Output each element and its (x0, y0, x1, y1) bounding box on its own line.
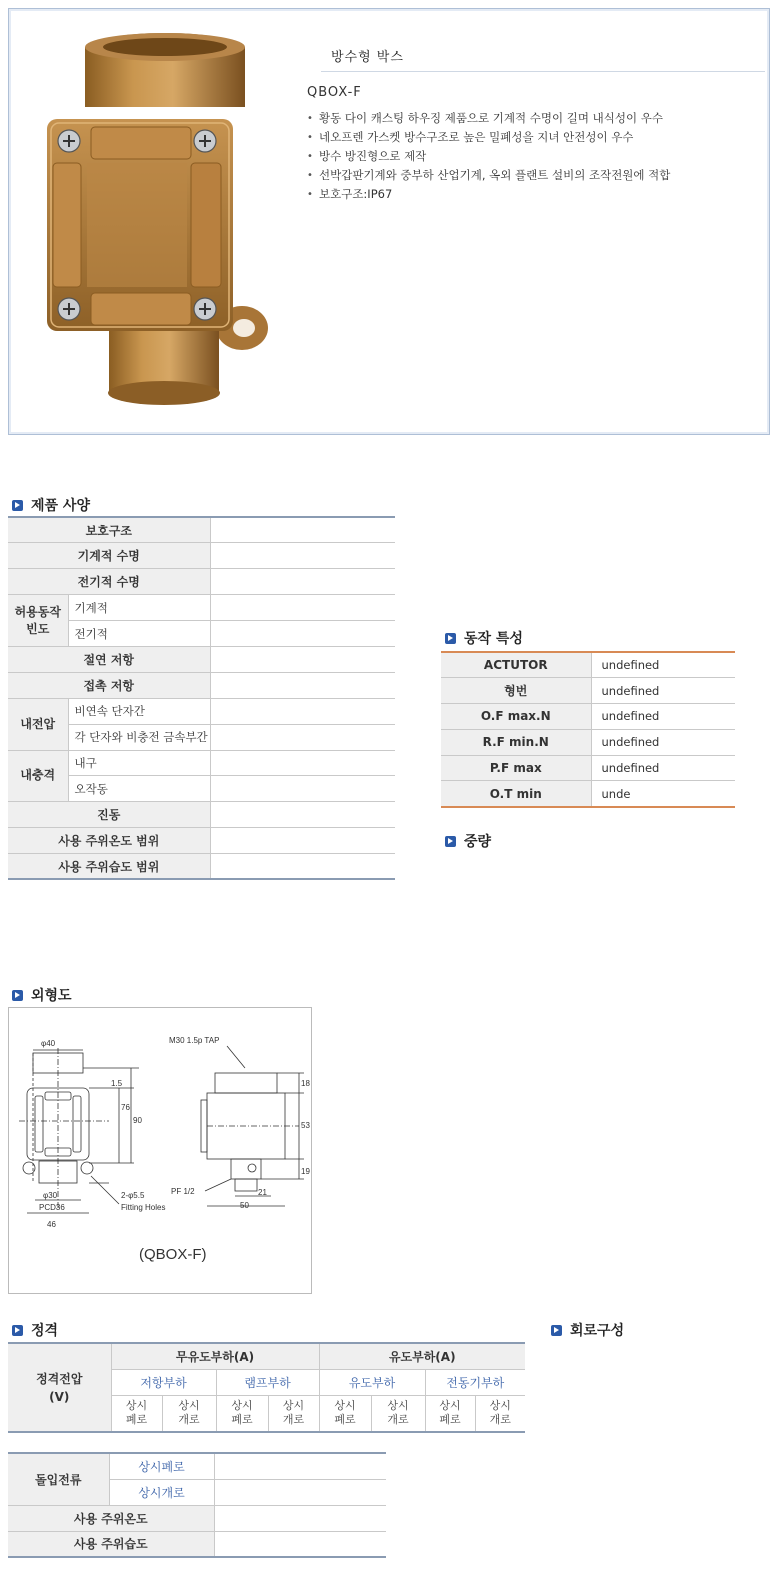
spec-table (8, 516, 395, 880)
table-row (441, 704, 735, 730)
spec-group-label: 내전압 (8, 698, 68, 750)
op-value: undefined (591, 755, 735, 781)
spec-heading (12, 495, 90, 515)
spec-group-label: 허용동작 빈도 (8, 595, 68, 647)
rating-heading-label: 정격 (31, 1323, 59, 1339)
op-label: O.T min (441, 781, 591, 807)
spec-label: 진동 (8, 802, 210, 828)
rating-group-header: 무유도부하(A) (111, 1343, 319, 1369)
dim-label: 2-φ5.5 (121, 1191, 145, 1200)
dim-label: 76 (121, 1103, 130, 1112)
dim-label: PCD36 (39, 1203, 65, 1212)
spec-sublabel: 오작동 (68, 776, 210, 802)
dim-label: M30 1.5p TAP (169, 1036, 220, 1045)
spec-sublabel: 기계적 (68, 595, 210, 621)
rating-heading (12, 1320, 58, 1340)
inrush-value (214, 1531, 386, 1557)
op-label: 형번 (441, 678, 591, 704)
dim-label: 90 (133, 1116, 142, 1125)
rating-voltage-header: 정격전압 (V) (8, 1343, 111, 1432)
spec-sublabel: 비연속 단자간 (68, 698, 210, 724)
dim-label: 46 (47, 1220, 56, 1229)
op-value: undefined (591, 652, 735, 678)
circuit-heading-label: 회로구성 (570, 1323, 625, 1339)
feature-item: • 네오프렌 가스켓 방수구조로 높은 밀폐성을 지녀 안전성이 우수 (307, 128, 670, 147)
spec-value (210, 569, 395, 595)
rating-contact-header: 상시 개로 (268, 1395, 319, 1432)
spec-label: 전기적 수명 (8, 569, 210, 595)
feature-item: • 방수 방진형으로 제작 (307, 147, 670, 166)
spec-label: 보호구조 (8, 517, 210, 543)
rating-contact-header: 상시 개로 (162, 1395, 216, 1432)
inrush-sublabel: 상시폐로 (109, 1453, 214, 1479)
inrush-value (214, 1505, 386, 1531)
spec-value (210, 724, 395, 750)
spec-value (210, 854, 395, 880)
rating-contact-header: 상시 개로 (371, 1395, 425, 1432)
rating-contact-header: 상시 폐로 (319, 1395, 371, 1432)
spec-label: 기계적 수명 (8, 543, 210, 569)
inrush-table (8, 1452, 386, 1558)
weight-heading (445, 831, 491, 851)
feature-list (307, 109, 670, 204)
spec-value (210, 517, 395, 543)
drawing-caption: (QBOX-F) (139, 1246, 207, 1263)
spec-value (210, 621, 395, 647)
circuit-heading (551, 1320, 624, 1340)
table-row (8, 646, 395, 672)
op-value: undefined (591, 729, 735, 755)
table-row (8, 802, 395, 828)
dim-label: φ40 (41, 1039, 56, 1048)
rating-contact-header: 상시 폐로 (425, 1395, 475, 1432)
op-value: unde (591, 781, 735, 807)
spec-heading-label: 제품 사양 (31, 498, 90, 514)
op-value: undefined (591, 678, 735, 704)
table-row (441, 652, 735, 678)
rating-sub-header: 램프부하 (216, 1369, 319, 1395)
rating-table (8, 1342, 525, 1433)
rating-sub-header: 유도부하 (319, 1369, 425, 1395)
weight-heading-label: 중량 (464, 834, 492, 850)
table-row (8, 517, 395, 543)
table-row (8, 1453, 386, 1479)
spec-value (210, 776, 395, 802)
rating-contact-header: 상시 폐로 (216, 1395, 268, 1432)
table-row (441, 755, 735, 781)
spec-value (210, 672, 395, 698)
table-row (441, 678, 735, 704)
bullet-arrow-icon (12, 990, 23, 1001)
dim-label: PF 1/2 (171, 1187, 195, 1196)
inrush-sublabel: 상시개로 (109, 1479, 214, 1505)
dim-label: φ30 (43, 1191, 58, 1200)
model-name: QBOX-F (307, 85, 362, 100)
table-row (8, 543, 395, 569)
spec-sublabel: 전기적 (68, 621, 210, 647)
outline-heading (12, 985, 72, 1005)
outline-drawing (8, 1007, 312, 1294)
table-row (8, 750, 395, 776)
bullet-arrow-icon (445, 836, 456, 847)
feature-item: • 선박갑판기계와 중부하 산업기계, 옥외 플랜트 설비의 조작전원에 적합 (307, 166, 670, 185)
table-row (8, 698, 395, 724)
op-label: P.F max (441, 755, 591, 781)
rating-contact-header: 상시 개로 (475, 1395, 525, 1432)
dim-label: Fitting Holes (121, 1203, 166, 1212)
outline-heading-label: 외형도 (31, 988, 72, 1004)
inrush-value (214, 1479, 386, 1505)
spec-value (210, 595, 395, 621)
spec-value (210, 646, 395, 672)
dim-label: 21 (258, 1188, 267, 1197)
bullet-arrow-icon (445, 633, 456, 644)
bullet-arrow-icon (12, 500, 23, 511)
side-view (91, 1046, 304, 1206)
table-row (8, 569, 395, 595)
table-row (8, 828, 395, 854)
dim-label: 53 (301, 1121, 310, 1130)
product-title: 방수형 박스 (331, 50, 404, 65)
spec-value (210, 750, 395, 776)
spec-group-label: 내충격 (8, 750, 68, 802)
table-row (441, 729, 735, 755)
spec-label: 절연 저항 (8, 646, 210, 672)
spec-label: 사용 주위습도 범위 (8, 854, 210, 880)
op-label: R.F min.N (441, 729, 591, 755)
spec-label: 접촉 저항 (8, 672, 210, 698)
dim-label: 19 (301, 1167, 310, 1176)
spec-label: 사용 주위온도 범위 (8, 828, 210, 854)
rating-contact-header: 상시 폐로 (111, 1395, 162, 1432)
table-row (8, 595, 395, 621)
table-row (8, 1343, 525, 1369)
spec-value (210, 828, 395, 854)
inrush-label: 사용 주위습도 (8, 1531, 214, 1557)
bullet-arrow-icon (551, 1325, 562, 1336)
inrush-value (214, 1453, 386, 1479)
table-row (8, 1531, 386, 1557)
op-value: undefined (591, 704, 735, 730)
table-row (441, 781, 735, 807)
table-row (8, 1505, 386, 1531)
operation-heading-label: 동작 특성 (464, 631, 523, 647)
op-label: O.F max.N (441, 704, 591, 730)
rating-group-header: 유도부하(A) (319, 1343, 525, 1369)
spec-sublabel: 내구 (68, 750, 210, 776)
bullet-arrow-icon (12, 1325, 23, 1336)
spec-sublabel: 각 단자와 비충전 금속부간 (68, 724, 210, 750)
rating-sub-header: 전동기부하 (425, 1369, 525, 1395)
title-divider (321, 71, 765, 72)
feature-item: • 황동 다이 캐스팅 하우징 제품으로 기계적 수명이 길며 내식성이 우수 (307, 109, 670, 128)
dim-label: 50 (240, 1201, 249, 1210)
operation-table (441, 651, 735, 808)
rating-sub-header: 저항부하 (111, 1369, 216, 1395)
op-label: ACTUTOR (441, 652, 591, 678)
table-row (8, 854, 395, 880)
spec-value (210, 698, 395, 724)
spec-value (210, 802, 395, 828)
inrush-label: 사용 주위온도 (8, 1505, 214, 1531)
product-image (37, 23, 277, 413)
spec-value (210, 543, 395, 569)
inrush-label: 돌입전류 (8, 1453, 109, 1505)
dim-label: 1.5 (111, 1079, 123, 1088)
product-panel (8, 8, 770, 435)
feature-item: • 보호구조:IP67 (307, 185, 670, 204)
operation-heading (445, 628, 523, 648)
table-row (8, 672, 395, 698)
front-view (19, 1048, 139, 1213)
dim-label: 18 (301, 1079, 310, 1088)
